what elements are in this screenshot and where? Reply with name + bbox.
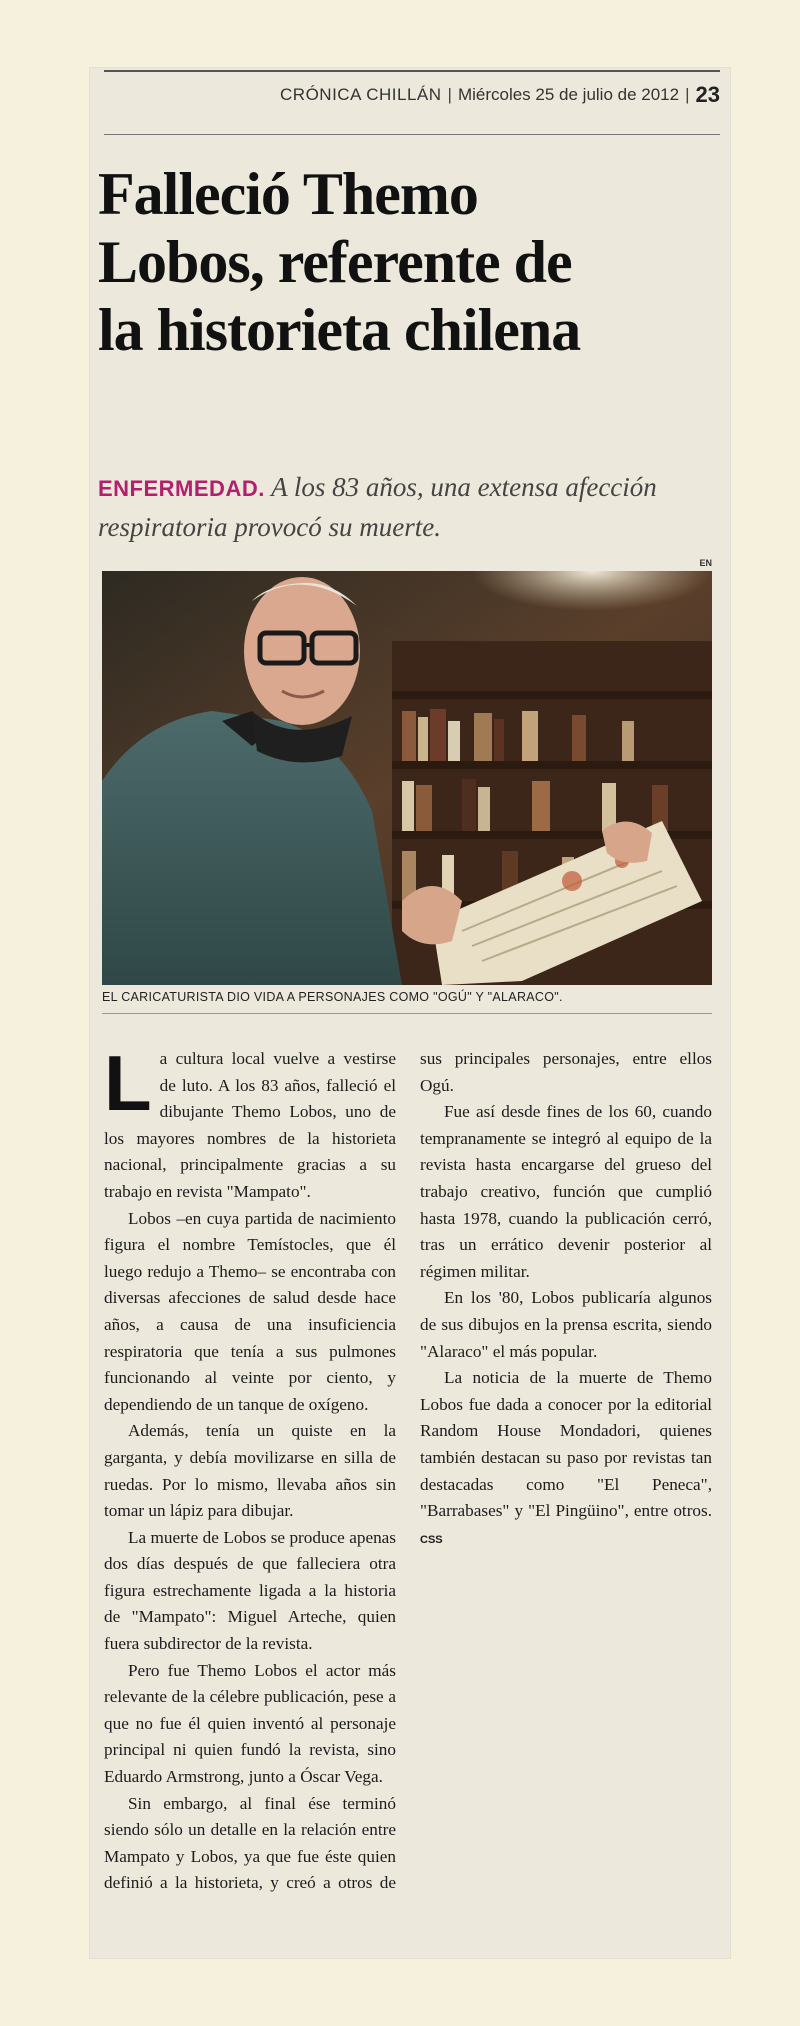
article-photo: [102, 571, 712, 985]
deck-kicker: ENFERMEDAD.: [98, 476, 265, 501]
drop-cap: L: [104, 1039, 152, 1127]
photo-caption: EL CARICATURISTA DIO VIDA A PERSONAJES COMO "OGÚ" Y "ALARACO".: [102, 990, 563, 1004]
headline-line: Falleció Themo: [98, 161, 478, 227]
top-rule: [104, 70, 720, 72]
newspaper-clipping: [90, 68, 730, 1958]
article-paragraph: Pero fue Themo Lobos el actor más relevante de la célebre publicación, pese a que no fue él quien inventó al personaje principal ni quien fundó la revista, sino Eduardo Armstrong, junto a Óscar Vega.: [104, 1660, 396, 1787]
article-paragraph: La cultura local vuelve a vestirse de luto. A los 83 años, falleció el dibujante Themo Lobos, uno de los mayores nombres de la historieta nacional, principalmente gracias a su trabajo en revista "Mampato".: [104, 1039, 396, 1201]
headline-line: Lobos, referente de: [98, 229, 572, 295]
article-paragraph: La muerte de Lobos se produce apenas dos días después de que falleciera otra figura estrechamente ligada a la historia de "Mampato": Miguel Arteche, quien fuera subdirector de la revista.: [104, 1527, 396, 1654]
deck: [98, 468, 718, 546]
deck-text: A los 83 años, una extensa afección respiratoria provocó su muerte.: [98, 472, 657, 542]
publication-date: Miércoles 25 de julio de 2012: [457, 85, 680, 104]
headline-line: la historieta chilena: [98, 297, 581, 363]
article-paragraph: Fue así desde fines de los 60, cuando tempranamente se integró al equipo de la revista hasta encargarse del grueso del trabajo creativo, función que cumplió hasta 1978, cuando la publicación cerró, tras un errático devenir posterior al régimen militar.: [420, 1102, 712, 1281]
page-header: [90, 80, 720, 110]
headline: [98, 160, 708, 364]
article-paragraph: Además, tenía un quiste en la garganta, y debía movilizarse en silla de ruedas. Por lo mismo, llevaba años sin tomar un lápiz para dibujar.: [104, 1421, 396, 1521]
photo-illustration: [102, 571, 712, 985]
article-paragraph: Lobos –en cuya partida de nacimiento figura el nombre Temístocles, que él luego redujo a Themo– se encontraba con diversas afecciones de salud desde hace años, a causa de una insuficiencia respiratoria que tenía a sus pulmones funcionando al veinte por ciento, y dependiendo de un tanque de oxígeno.: [104, 1208, 396, 1414]
publication-name: CRÓNICA CHILLÁN: [280, 85, 442, 104]
article-paragraph: Sin embargo, al final ése terminó siendo sólo un detalle en la relación entre Mampato y Lobos, ya que fue éste quien definió a la historieta, y creó a otros de sus principales personajes, entre ellos Ogú.: [104, 1049, 712, 1893]
header-rule: [104, 134, 720, 135]
header-separator: |: [447, 85, 452, 104]
end-mark: CSS: [420, 1533, 443, 1546]
photo-credit: EN: [699, 558, 712, 568]
caption-rule: [102, 1013, 712, 1014]
header-separator: |: [685, 85, 690, 104]
page-number: 23: [695, 82, 720, 107]
article-body: [104, 1039, 712, 1906]
article-paragraph: La noticia de la muerte de Themo Lobos fue dada a conocer por la editorial Random House Mondadori, quienes también destacan su paso por revistas tan destacadas como "El Peneca", "Barrabases" y "El Pingüino", entre otros. CSS: [420, 1368, 712, 1546]
article-paragraph: En los '80, Lobos publicaría algunos de sus dibujos en la prensa escrita, siendo "Alaraco" el más popular.: [420, 1288, 712, 1361]
